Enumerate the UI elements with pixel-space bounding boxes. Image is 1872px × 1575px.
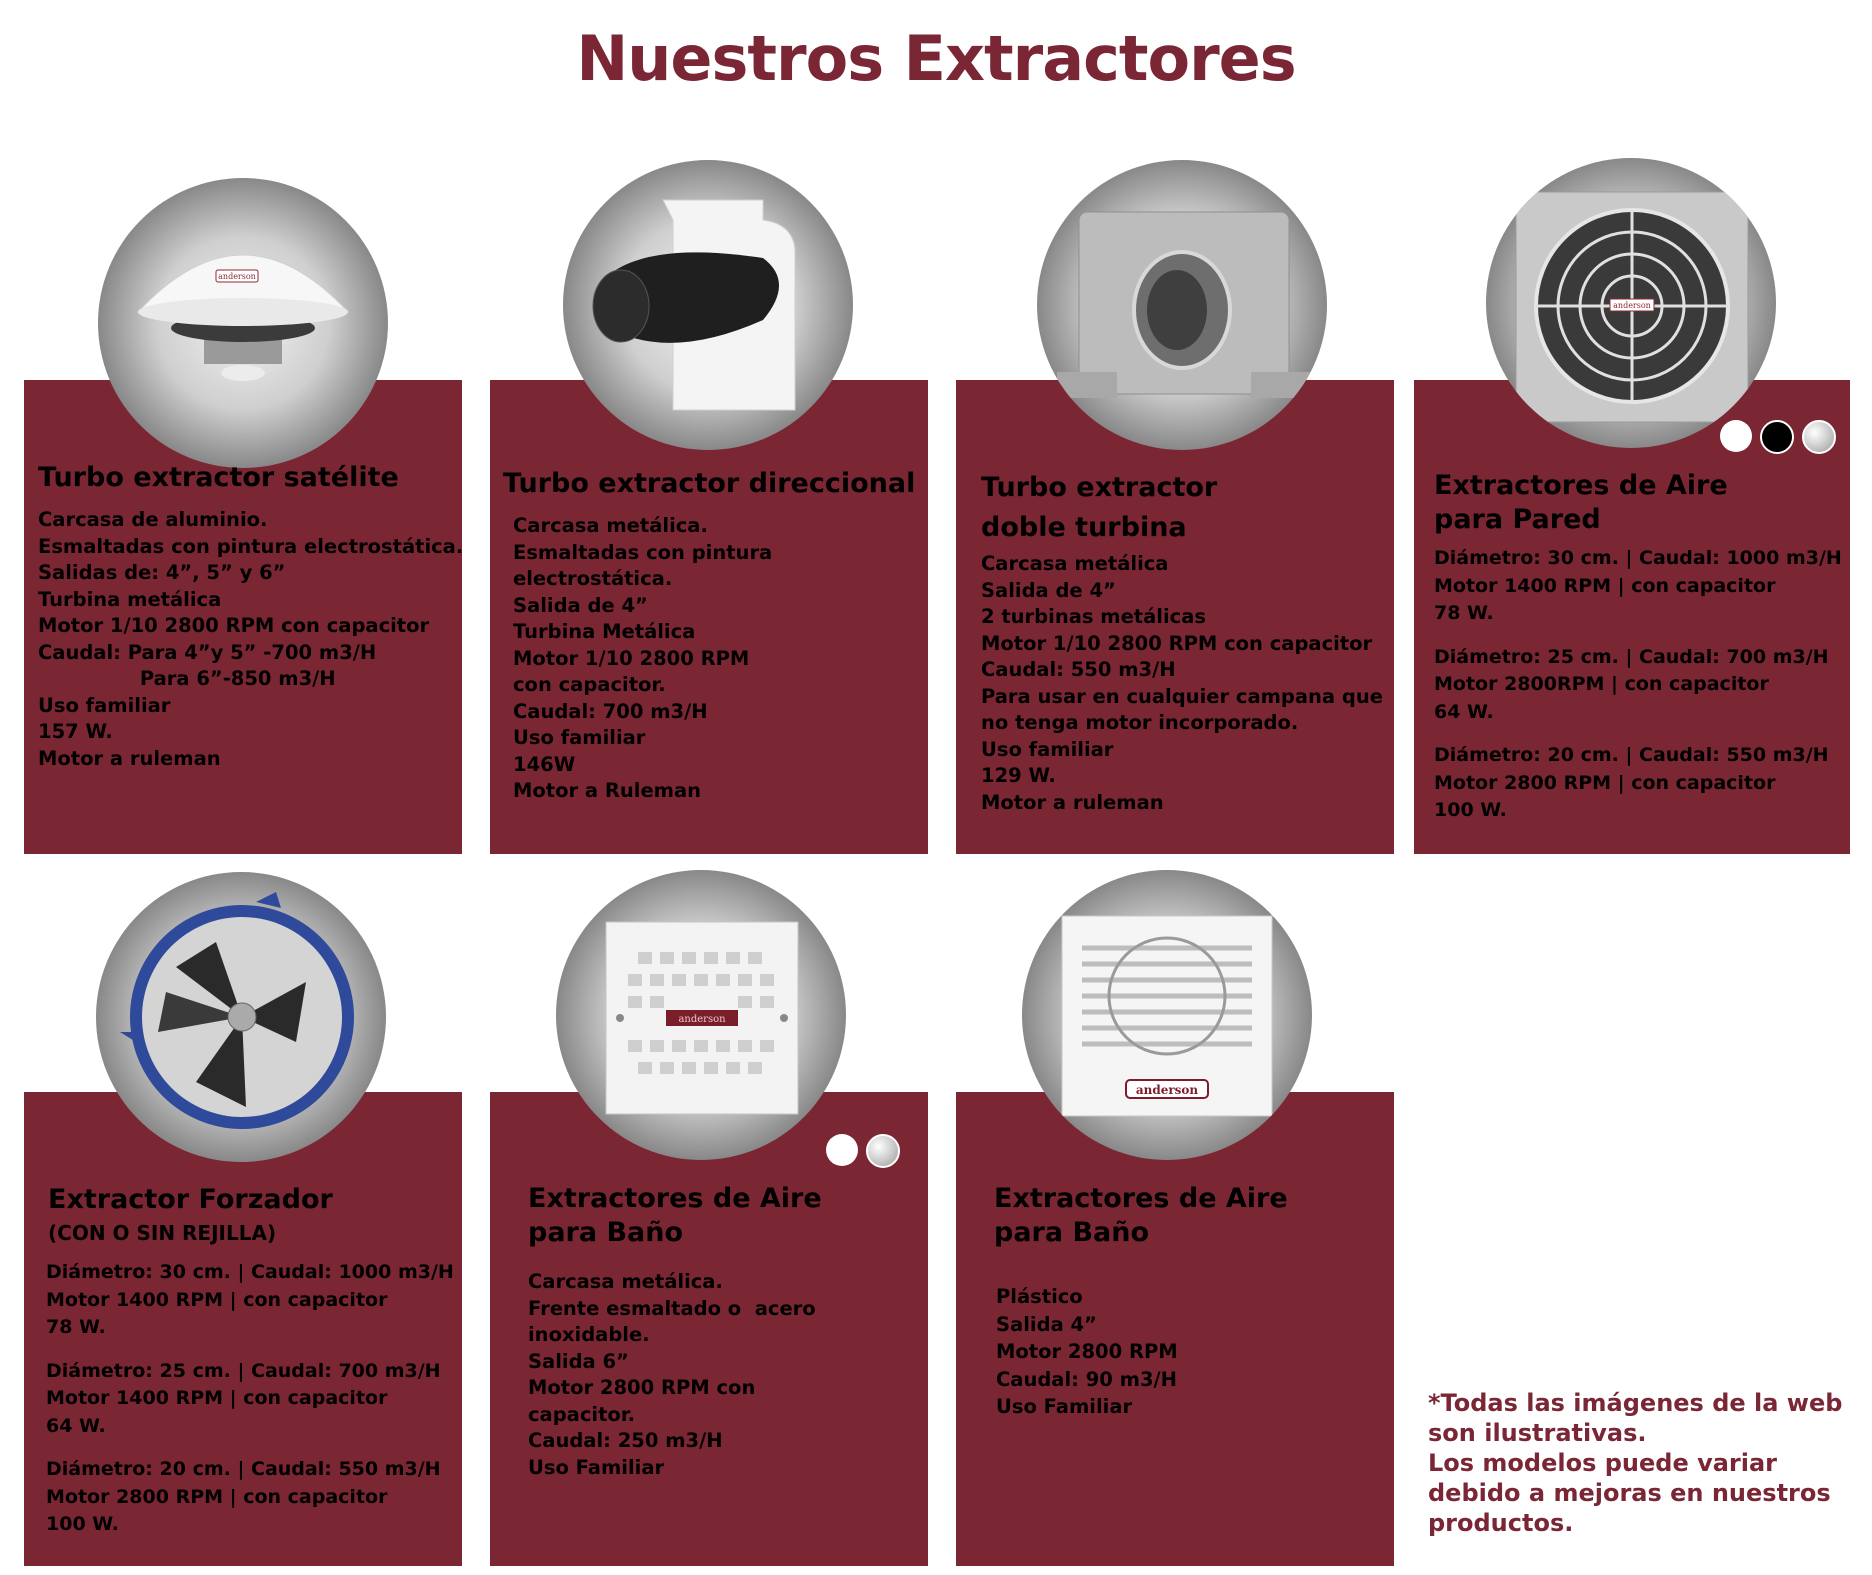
- spec-line: Salida 6”: [528, 1349, 629, 1373]
- wall-extractor-image: [1486, 158, 1776, 448]
- spec-line: Uso familiar: [513, 726, 646, 749]
- color-option-steel: [866, 1134, 900, 1168]
- color-option-white: [826, 1134, 858, 1166]
- spec-line: Motor 1400 RPM | con capacitor: [46, 1387, 388, 1409]
- forced-extractor-image: [96, 872, 386, 1162]
- spec-group: [1434, 742, 1842, 825]
- spec-line: con capacitor.: [513, 673, 666, 696]
- spec-line: Motor 2800 RPM | con capacitor: [46, 1485, 388, 1508]
- spec-line: Salida de 4”: [513, 593, 648, 617]
- spec-line: Esmaltadas con pintura electrostática.: [38, 534, 464, 558]
- product-title-line: Turbo extractor satélite: [38, 462, 399, 493]
- spec-line: Uso Familiar: [996, 1395, 1133, 1418]
- spec-group: [46, 1358, 454, 1441]
- spec-line: Esmaltadas con pintura: [513, 540, 773, 564]
- spec-line: Turbina metálica: [38, 587, 222, 611]
- spec-line: Diámetro: 25 cm. | Caudal: 700 m3/H: [1434, 645, 1829, 668]
- spec-line: Caudal: 250 m3/H: [528, 1429, 723, 1452]
- spec-line: Motor 2800RPM | con capacitor: [1434, 673, 1769, 695]
- disclaimer-note: [1428, 1388, 1848, 1538]
- product-specs: [38, 507, 463, 772]
- spec-line: Caudal: 90 m3/H: [996, 1367, 1177, 1391]
- spec-line: Motor a Ruleman: [513, 779, 702, 802]
- spec-line: Diámetro: 30 cm. | Caudal: 1000 m3/H: [46, 1261, 454, 1283]
- color-option-black: [1760, 420, 1794, 454]
- spec-line: Carcasa metálica: [981, 552, 1169, 575]
- product-title-line: Extractores de Aire: [528, 1183, 822, 1214]
- page-title: Nuestros Extractores: [576, 22, 1296, 95]
- product-title: [528, 1182, 822, 1250]
- product-title: [48, 1180, 333, 1246]
- product-specs: [46, 1259, 454, 1555]
- spec-line: Caudal: 550 m3/H: [981, 658, 1176, 681]
- anderson-logo: anderson: [678, 1014, 726, 1025]
- product-title-line: para Pared: [1434, 504, 1601, 535]
- spec-line: Uso familiar: [981, 737, 1114, 761]
- spec-line: Plástico: [996, 1285, 1083, 1308]
- spec-group: [1434, 644, 1842, 727]
- spec-line: Carcasa de aluminio.: [38, 508, 268, 531]
- spec-group: [46, 1259, 454, 1342]
- color-option-white: [1720, 420, 1752, 452]
- metal-bathroom-extractor-image: [556, 870, 846, 1160]
- anderson-logo: anderson: [1613, 301, 1651, 310]
- spec-group: [1434, 545, 1842, 628]
- anderson-logo: anderson: [218, 272, 256, 281]
- product-title-line: Extractor Forzador: [48, 1184, 333, 1215]
- product-title: [38, 458, 399, 498]
- product-title-line: para Baño: [528, 1217, 684, 1248]
- satellite-extractor-image: [98, 178, 388, 468]
- spec-line: Motor a ruleman: [981, 790, 1164, 814]
- spec-line: 129 W.: [981, 764, 1056, 787]
- spec-line: Uso familiar: [38, 693, 171, 717]
- spec-line: Para usar en cualquier campana que: [981, 684, 1383, 708]
- double-turbine-extractor-image: [1037, 160, 1327, 450]
- spec-group: [46, 1456, 454, 1539]
- note-line: Los modelos puede variar: [1428, 1449, 1778, 1477]
- spec-line: Diámetro: 20 cm. | Caudal: 550 m3/H: [46, 1458, 441, 1480]
- spec-line: 78 W.: [1434, 602, 1494, 624]
- product-specs: [981, 551, 1383, 816]
- product-title-line: Turbo extractor direccional: [503, 468, 916, 499]
- product-specs: [996, 1283, 1178, 1421]
- spec-line: 100 W.: [46, 1513, 119, 1535]
- spec-line: Motor 1/10 2800 RPM con capacitor: [38, 614, 430, 637]
- spec-line: 100 W.: [1434, 799, 1507, 821]
- spec-line: Frente esmaltado o acero: [528, 1296, 816, 1320]
- product-specs: [513, 513, 772, 805]
- product-title-line: Extractores de Aire: [994, 1183, 1288, 1214]
- spec-line: Caudal: Para 4”y 5” -700 m3/H: [38, 640, 377, 664]
- spec-line: Caudal: 700 m3/H: [513, 699, 708, 723]
- spec-line: Motor 2800 RPM | con capacitor: [1434, 771, 1776, 794]
- spec-line: Salida 4”: [996, 1312, 1097, 1336]
- product-title-line: doble turbina: [981, 512, 1187, 543]
- product-title: [503, 464, 915, 504]
- spec-line: Diámetro: 20 cm. | Caudal: 550 m3/H: [1434, 744, 1829, 766]
- spec-line: Motor 1400 RPM | con capacitor: [46, 1288, 388, 1311]
- product-title-line: Turbo extractor: [981, 472, 1218, 503]
- color-option-steel: [1802, 420, 1836, 454]
- directional-extractor-image: [563, 160, 853, 450]
- product-subtitle: (CON O SIN REJILLA): [48, 1221, 277, 1245]
- spec-line: Carcasa metálica.: [528, 1270, 723, 1293]
- plastic-bathroom-extractor-image: [1022, 870, 1312, 1160]
- spec-line: capacitor.: [528, 1402, 636, 1426]
- spec-line: 64 W.: [1434, 700, 1494, 723]
- spec-line: no tenga motor incorporado.: [981, 711, 1299, 734]
- spec-line: Salidas de: 4”, 5” y 6”: [38, 561, 286, 584]
- spec-line: 64 W.: [46, 1414, 106, 1437]
- spec-line: Diámetro: 25 cm. | Caudal: 700 m3/H: [46, 1359, 441, 1382]
- spec-line: Diámetro: 30 cm. | Caudal: 1000 m3/H: [1434, 547, 1842, 569]
- product-specs: [1434, 545, 1842, 841]
- anderson-logo: anderson: [1135, 1083, 1199, 1097]
- spec-line: Uso Familiar: [528, 1455, 665, 1479]
- spec-line: Turbina Metálica: [513, 620, 696, 643]
- spec-line: Carcasa metálica.: [513, 514, 708, 537]
- spec-line: Motor 1/10 2800 RPM con capacitor: [981, 631, 1373, 655]
- spec-line: 78 W.: [46, 1316, 106, 1338]
- spec-line: Para 6”-850 m3/H: [38, 667, 336, 690]
- note-line: *Todas las imágenes de la web: [1428, 1389, 1843, 1417]
- product-title-line: para Baño: [994, 1217, 1150, 1248]
- spec-line: Salida de 4”: [981, 578, 1116, 602]
- note-line: debido a mejoras en nuestros: [1428, 1479, 1831, 1507]
- spec-line: inoxidable.: [528, 1323, 650, 1346]
- spec-line: Motor 1/10 2800 RPM: [513, 646, 750, 670]
- product-title: [981, 468, 1217, 548]
- spec-line: Motor 2800 RPM con: [528, 1376, 756, 1399]
- spec-line: 2 turbinas metálicas: [981, 605, 1206, 628]
- product-specs: [528, 1269, 816, 1481]
- spec-line: electrostática.: [513, 567, 673, 590]
- spec-line: 157 W.: [38, 720, 113, 743]
- spec-line: Motor 1400 RPM | con capacitor: [1434, 574, 1776, 597]
- spec-line: 146W: [513, 752, 576, 776]
- product-title: [1434, 469, 1728, 537]
- spec-line: Motor 2800 RPM: [996, 1340, 1178, 1363]
- product-title-line: Extractores de Aire: [1434, 470, 1728, 501]
- product-title: [994, 1182, 1288, 1250]
- spec-line: Motor a ruleman: [38, 746, 221, 770]
- note-line: productos.: [1428, 1509, 1574, 1537]
- note-line: son ilustrativas.: [1428, 1419, 1647, 1447]
